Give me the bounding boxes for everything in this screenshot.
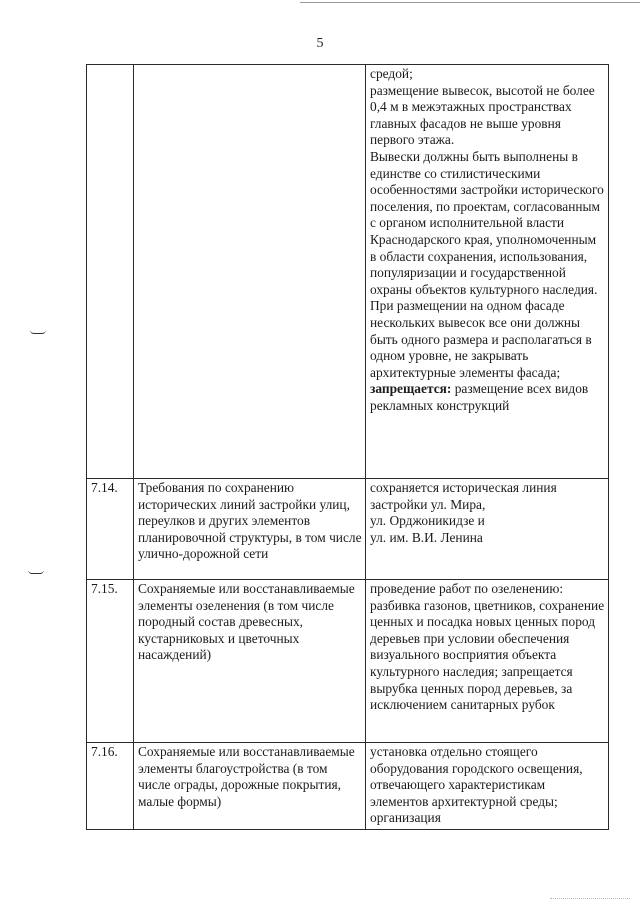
requirement-cell: Сохраняемые или восстанавливаемые элементы благоустройства (в том числе ограды, дорожные покрытия, малые формы) <box>134 743 366 830</box>
detail-text: ул. им. В.И. Ленина <box>370 529 483 545</box>
detail-cell <box>366 65 609 479</box>
prohibited-text: размещение всех видов рекламных конструкций <box>370 381 589 413</box>
table-row <box>87 65 609 479</box>
detail-text <box>370 381 605 414</box>
table-row <box>87 580 609 743</box>
scan-artifact <box>550 898 630 899</box>
item-number-cell: 7.15. <box>87 580 134 743</box>
prohibited-label: запрещается: <box>370 381 452 397</box>
table-row <box>87 479 609 580</box>
detail-text: ул. Орджоникидзе и <box>370 513 485 529</box>
detail-text: Вывески должны быть выполнены в единстве со стилистическими особенностями застройки исторического поселения, по проектам, согласованным с органом исполнительной власти Краснодарского края, уполномоченным в области сохранения, использования, популяризации и государственной охраны объектов культурного наследия. При размещении на одном фасаде нескольких вывесок все они должны быть одного размера и располагаться в одном уровне, не закрывать архитектурные элементы фасада; <box>370 148 604 380</box>
requirement-cell <box>134 65 366 479</box>
detail-cell <box>366 479 609 580</box>
requirement-cell: Требования по сохранению исторических линий застройки улиц, переулков и других элементов планировочной структуры, в том числе улично-дорожной сети <box>134 479 366 580</box>
detail-cell <box>366 580 609 743</box>
detail-text: сохраняется историческая линия застройки ул. Мира, <box>370 480 557 512</box>
item-number-cell: 7.16. <box>87 743 134 830</box>
binder-hole-mark <box>28 570 44 574</box>
detail-text: средой; <box>370 66 413 81</box>
item-number-cell <box>87 65 134 479</box>
detail-cell <box>366 743 609 830</box>
binder-hole-mark <box>30 330 46 334</box>
requirements-table <box>86 64 609 830</box>
page-number: 5 <box>316 36 324 51</box>
scan-edge-line <box>300 2 640 3</box>
detail-text: установка отдельно стоящего оборудования городского освещения, отвечающего характеристикам элементов архитектурной среды; организация <box>370 744 583 826</box>
detail-text: размещение вывесок, высотой не более 0,4 м в межэтажных пространствах главных фасадов не выше уровня первого этажа. <box>370 82 595 148</box>
requirement-cell: Сохраняемые или восстанавливаемые элементы озеленения (в том числе породный состав древесных, кустарниковых и цветочных насаждений) <box>134 580 366 743</box>
item-number-cell: 7.14. <box>87 479 134 580</box>
detail-text: проведение работ по озеленению: разбивка газонов, цветников, сохранение ценных и посадка новых ценных пород деревьев при условии обеспечения визуального восприятия объекта культурного наследия; запрещается вырубка ценных пород деревьев, за исключением санитарных рубок <box>370 581 605 713</box>
table-row <box>87 743 609 830</box>
